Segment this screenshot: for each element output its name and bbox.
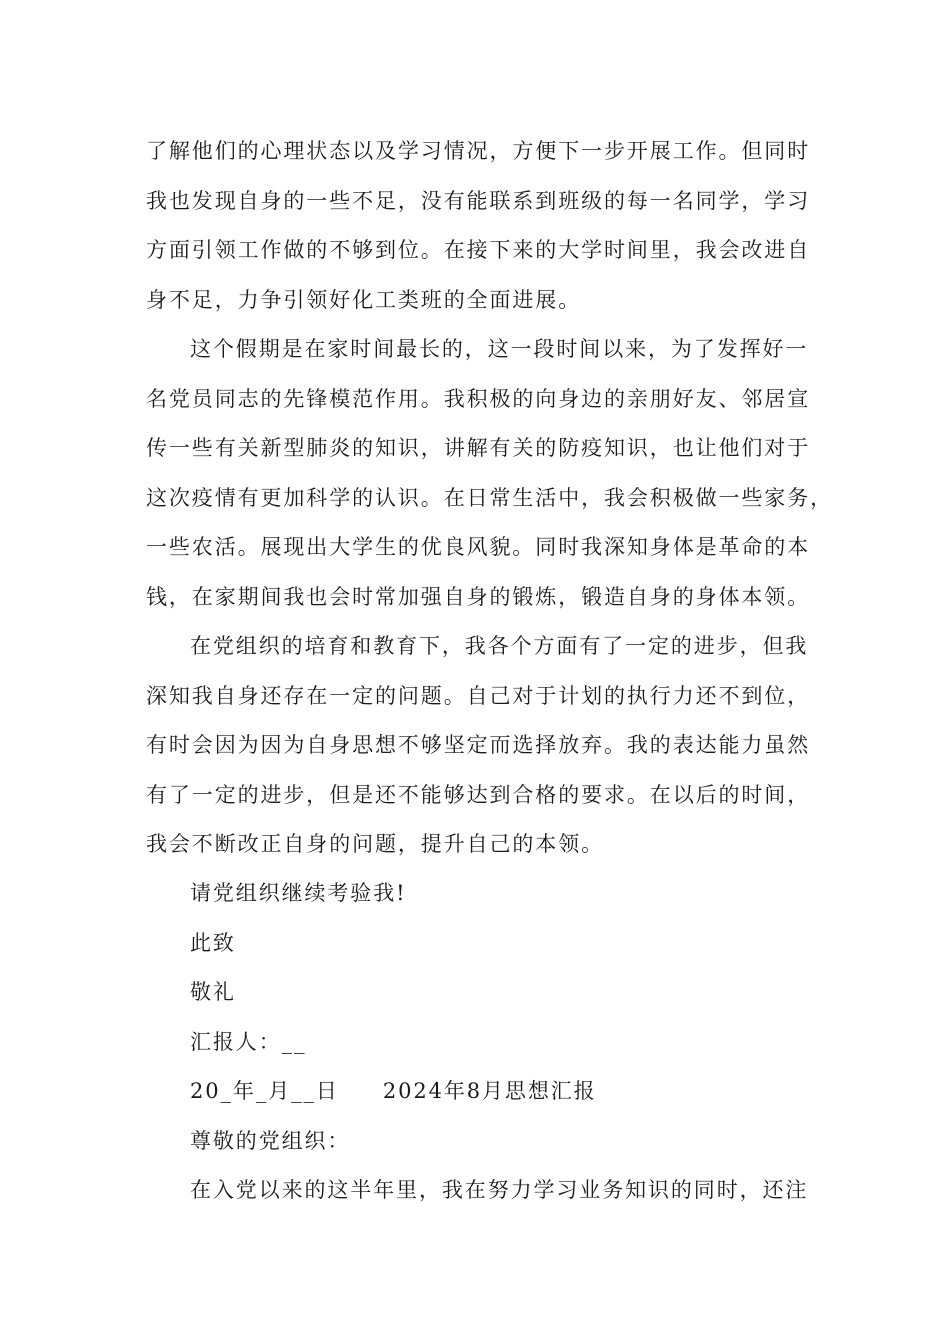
- paragraph-line: 身不足，力争引领好化工类班的全面进展。: [146, 287, 582, 312]
- paragraph-line: 传一些有关新型肺炎的知识，讲解有关的防疫知识，也让他们对于: [146, 436, 811, 460]
- paragraph-line: 名党员同志的先锋模范作用。我积极的向身边的亲朋好友、邻居宣: [146, 386, 811, 411]
- greeting-line: 尊敬的党组织：: [190, 1128, 351, 1153]
- reporter-line: 汇报人：__: [190, 1029, 307, 1054]
- paragraph-3: [146, 622, 822, 870]
- paragraph-line: 这次疫情有更加科学的认识。在日常生活中，我会积极做一些家务，: [146, 485, 833, 510]
- paragraph-line: 我也发现自身的一些不足，没有能联系到班级的每一名同学，学习: [146, 188, 811, 213]
- paragraph-line: 有了一定的进步，但是还不能够达到合格的要求。在以后的时间，: [146, 782, 811, 807]
- paragraph-2: [146, 325, 833, 622]
- paragraph-line: 有时会因为因为自身思想不够坚定而选择放弃。我的表达能力虽然: [146, 733, 811, 757]
- paragraph-line: 一些农活。展现出大学生的优良风貌。同时我深知身体是革命的本: [146, 535, 811, 559]
- closing-request: 请党组织继续考验我!: [190, 881, 407, 905]
- date-line: 20_年_月__日: [190, 1079, 339, 1103]
- paragraph-line: 了解他们的心理状态以及学习情况，方便下一步开展工作。但同时: [146, 139, 811, 163]
- paragraph-line: 我会不断改正自身的问题，提升自己的本领。: [146, 832, 604, 856]
- paragraph-line: 方面引领工作做的不够到位。在接下来的大学时间里，我会改进自: [146, 238, 811, 262]
- paragraph-line: 这个假期是在家时间最长的，这一段时间以来，为了发挥好一: [190, 337, 809, 361]
- paragraph-line: 钱，在家期间我也会时常加强自身的锻炼，锻造自身的身体本领。: [146, 584, 811, 609]
- salutation-line-1: 此致: [190, 930, 236, 955]
- paragraph-line: 深知我自身还存在一定的问题。自己对于计划的执行力还不到位，: [146, 683, 811, 708]
- closing-block: [146, 869, 822, 1216]
- opening-line: 在入党以来的这半年里，我在努力学习业务知识的同时，还注: [190, 1178, 809, 1202]
- paragraph-line: 在党组织的培育和教育下，我各个方面有了一定的进步，但我: [190, 634, 809, 658]
- paragraph-1: [146, 127, 822, 325]
- date-and-title-line: [146, 1067, 822, 1117]
- next-report-title: 2024年8月思想汇报: [382, 1079, 597, 1103]
- salutation-line-2: 敬礼: [190, 980, 236, 1004]
